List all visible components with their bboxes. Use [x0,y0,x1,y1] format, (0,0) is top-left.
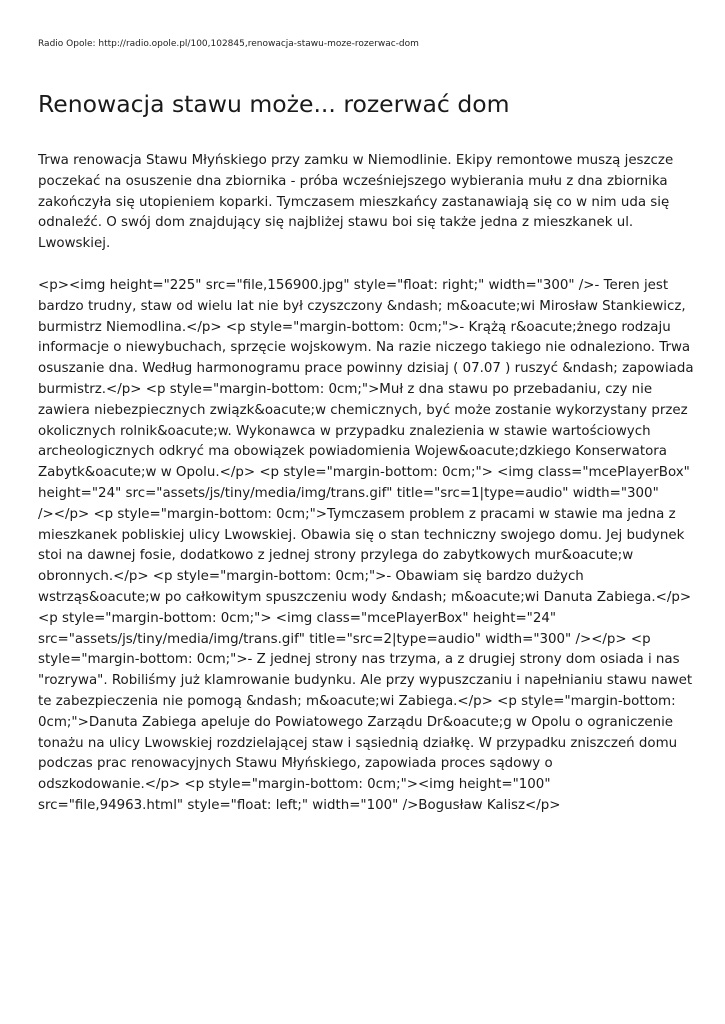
lead-line: zakończyła się utopieniem koparki. Tymczasem mieszkańcy zastanawiają się co w nim uda się [38,194,670,210]
body-line: te zabezpieczenia nie pomogą &ndash; m&oacute;wi Zabiega.</p> <p style="margin-bottom: [38,693,676,709]
article-title: Renowacja stawu może... rozerwać dom [38,90,510,118]
article-lead [38,151,688,255]
source-url-line: Radio Opole: http://radio.opole.pl/100,102845,renowacja-stawu-moze-rozerwac-dom [38,39,419,49]
body-line: Zabytk&oacute;w w Opolu.</p> <p style="margin-bottom: 0cm;"> <img class="mcePlayerBox" [38,465,690,481]
body-line: stoi na dawnej fosie, dodatkowo z jednej strony przylega do zabytkowych mur&oacute;w [38,548,634,564]
body-line: podczas prac renowacyjnych Stawu Młyńskiego, zapowiada proces sądowy o [38,756,553,772]
body-line: archeologicznych odkryć ma obowiązek powiadomienia Wojew&oacute;dzkiego Konserwatora [38,444,667,460]
body-line: osuszanie dna. Według harmonogramu prace powinny dzisiaj ( 07.07 ) ruszyć &ndash; zapowiada [38,361,694,377]
body-line: wstrząs&oacute;w po całkowitym spuszczeniu wody &ndash; m&oacute;wi Danuta Zabiega.</p> [38,589,692,605]
body-line: burmistrz Niemodlina.</p> <p style="margin-bottom: 0cm;">- Krążą r&oacute;żnego rodzaju [38,319,671,335]
body-line: <p style="margin-bottom: 0cm;"> <img class="mcePlayerBox" height="24" [38,610,557,626]
body-line: mieszkanek pobliskiej ulicy Lwowskiej. Obawia się o stan techniczny swojego domu. Jej budynek [38,527,685,543]
body-line: 0cm;">Danuta Zabiega apeluje do Powiatowego Zarządu Dr&oacute;g w Opolu o ograniczenie [38,714,674,730]
body-line: height="24" src="assets/js/tiny/media/img/trans.gif" title="src=1|type=audio" width="300" [38,485,659,501]
body-line: style="margin-bottom: 0cm;">- Z jednej strony nas trzyma, a z drugiej strony dom osiada i nas [38,652,680,668]
lead-line: Trwa renowacja Stawu Młyńskiego przy zamku w Niemodlinie. Ekipy remontowe muszą jeszcze [38,153,674,168]
body-line: okolicznych rolnik&oacute;w. Wykonawca w przypadku znalezienia w stawie wartościowych [38,423,651,439]
body-line: /></p> <p style="margin-bottom: 0cm;">Tymczasem problem z pracami w stawie ma jedna z [38,506,676,522]
body-line: src="file,94963.html" style="float: left;" width="100" />Bogusław Kalisz</p> [38,797,561,813]
article-body-raw-html [38,276,694,817]
body-line: bardzo trudny, staw od wielu lat nie był czyszczony &ndash; m&oacute;wi Mirosław Stankiewicz, [38,298,686,314]
body-line: <p><img height="225" src="file,156900.jpg" style="float: right;" width="300" />- Teren jest [38,278,669,293]
lead-line: odnaleźć. O swój dom znajdujący się najbliżej stawu boi się także jedna z mieszkanek ul. [38,215,634,231]
lead-line: Lwowskiej. [38,236,111,252]
lead-line: poczekać na osuszenie dna zbiornika - próba wcześniejszego wybierania mułu z dna zbiornika [38,173,668,189]
body-line: zawiera niebezpiecznych związk&oacute;w chemicznych, być może zostanie wykorzystany przez [38,402,688,418]
body-line: burmistrz.</p> <p style="margin-bottom: 0cm;">Muł z dna stawu po przebadaniu, czy nie [38,381,653,397]
body-line: "rozrywa". Robiliśmy już klamrowanie budynku. Ale przy wypuszczaniu i napełnianiu stawu nawet [38,673,693,689]
body-line: tonażu na ulicy Lwowskiej rozdzielającej staw i sąsiednią działkę. W przypadku zniszczeń domu [38,735,678,751]
body-line: odszkodowanie.</p> <p style="margin-bottom: 0cm;"><img height="100" [38,777,551,793]
body-line: informacje o niewybuchach, sprzęcie wojskowym. Na razie niczego takiego nie odnaleziono. Trwa [38,340,691,356]
body-line: obronnych.</p> <p style="margin-bottom: 0cm;">- Obawiam się bardzo dużych [38,569,584,585]
body-line: src="assets/js/tiny/media/img/trans.gif" title="src=2|type=audio" width="300" /></p> <p [38,631,651,647]
